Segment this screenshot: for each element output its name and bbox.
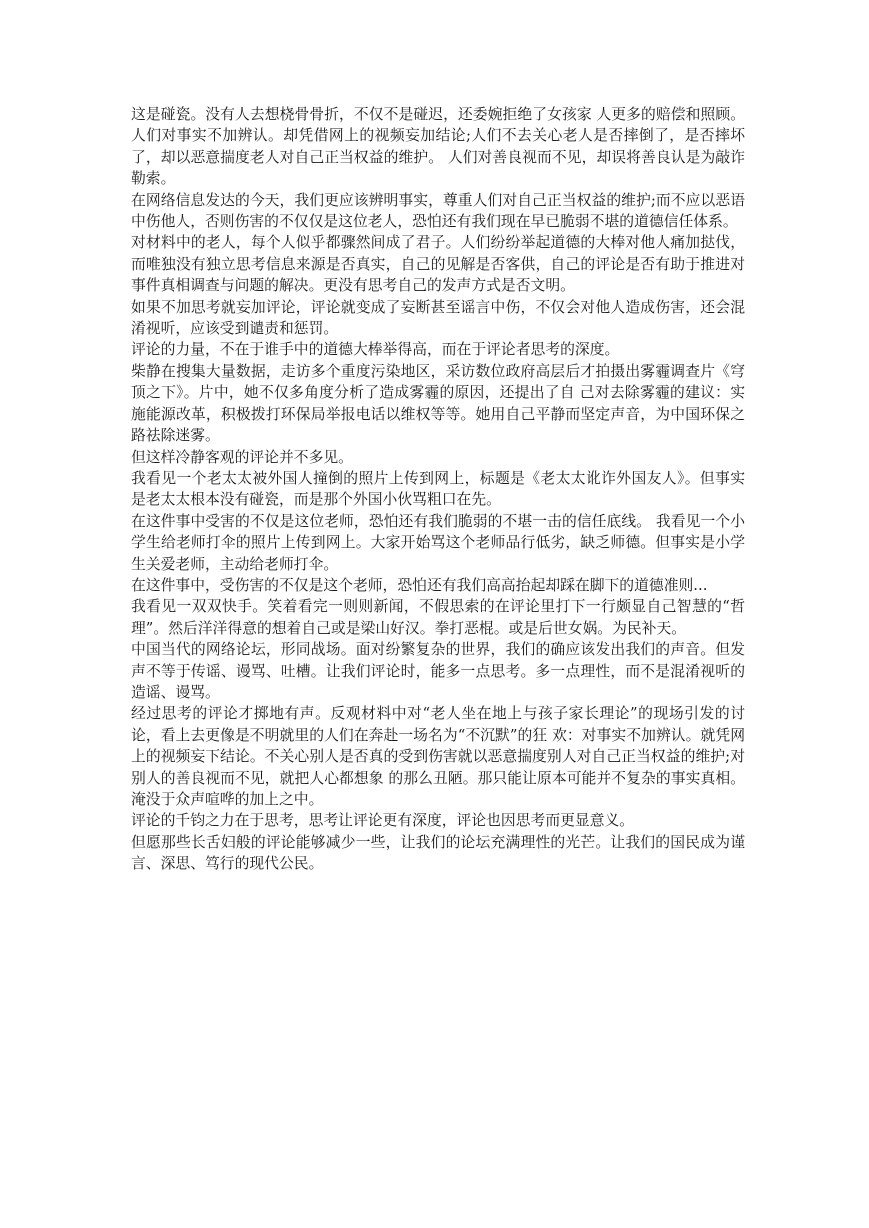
paragraph: 在这件事中，受伤害的不仅是这个老师，恐怕还有我们高高抬起却踩在脚下的道德准则... <box>131 576 708 594</box>
paragraph: 但这样冷静客观的评论并不多见。 <box>131 448 353 466</box>
paragraph: 对材料中的老人，每个人似乎都骤然间成了君子。人们纷纷举起道德的大棒对他人痛加挞伐，而唯独没有独立思考信息来源是否真实，自己的见解是否客供，自己的评论是否有助于推进对事件真相调查与问题的解决。更没有思考自己的发声方式是否文明。 <box>131 234 745 295</box>
paragraph: 评论的千钧之力在于思考，思考让评论更有深度，评论也因思考而更显意义。 <box>131 812 635 830</box>
paragraph: 中国当代的网络论坛，形同战场。面对纷繁复杂的世界，我们的确应该发出我们的声音。但发声不等于传谣、谩骂、吐槽。让我们评论时，能多一点思考。多一点理性，而不是混淆视听的造谣、谩骂。 <box>131 641 745 701</box>
paragraph: 在这件事中受害的不仅是这位老师，恐怕还有我们脆弱的不堪一击的信任底线。 我看见一个小学生给老师打伞的照片上传到网上。大家开始骂这个老师品行低劣，缺乏师德。但事实是小学生关爱老师，主动给老师打伞。 <box>131 512 745 573</box>
paragraph: 但愿那些长舌妇般的评论能够减少一些，让我们的论坛充满理性的光芒。让我们的国民成为谨言、深思、笃行的现代公民。 <box>131 833 745 873</box>
paragraph: 经过思考的评论才掷地有声。反观材料中对“老人坐在地上与孩子家长理论”的现场引发的讨论，看上去更像是不明就里的人们在奔赴一场名为“不沉默”的狂 欢：对事实不加辨认。就凭网上的视频妄下结论。不关心别人是否真的受到伤害就以恶意揣度别人对自己正当权益的维护;对别人的善良视而不见，就把人心都想象 的那么丑陋。那只能让原本可能并不复杂的事实真相。淹没于众声喧哗的加上之中。 <box>131 705 745 808</box>
paragraph: 我看见一个老太太被外国人撞倒的照片上传到网上，标题是《老太太讹诈外国友人》。但事实是老太太根本没有碰瓷，而是那个外国小伙骂粗口在先。 <box>131 469 745 509</box>
paragraph: 在网络信息发达的今天，我们更应该辨明事实，尊重人们对自己正当权益的维护;而不应以恶语中伤他人，否则伤害的不仅仅是这位老人，恐怕还有我们现在早已脆弱不堪的道德信任体系。 <box>131 191 745 231</box>
document-body <box>131 104 745 875</box>
paragraph: 评论的力量，不在于谁手中的道德大棒举得高，而在于评论者思考的深度。 <box>131 341 620 359</box>
paragraph: 柴静在搜集大量数据，走访多个重度污染地区，采访数位政府高层后才拍摄出雾霾调查片《穹顶之下》。片中，她不仅多角度分析了造成雾霾的原因，还提出了自 己对去除雾霾的建议：实施能源改革，积极拨打环保局举报电话以维权等等。她用自己平静而坚定声音，为中国环保之路祛除迷雾。 <box>131 362 745 445</box>
paragraph: 如果不加思考就妄加评论，评论就变成了妄断甚至谣言中伤，不仅会对他人造成伤害，还会混淆视听，应该受到谴责和惩罚。 <box>131 298 745 338</box>
paragraph: 这是碰瓷。没有人去想桡骨骨折，不仅不是碰迟，还委婉拒绝了女孩家 人更多的赔偿和照顾。人们对事实不加辨认。却凭借网上的视频妄加结论;人们不去关心老人是否摔倒了，是否摔坏了，却以恶意揣度老人对自己正当权益的维护。 人们对善良视而不见，却误将善良认是为敲诈勒索。 <box>131 106 745 188</box>
paragraph: 我看见一双双快手。笑着看完一则则新闻，不假思索的在评论里打下一行颇显自己智慧的“哲理”。然后洋洋得意的想着自己或是梁山好汉。拳打恶棍。或是后世女娲。为民补天。 <box>131 598 745 637</box>
